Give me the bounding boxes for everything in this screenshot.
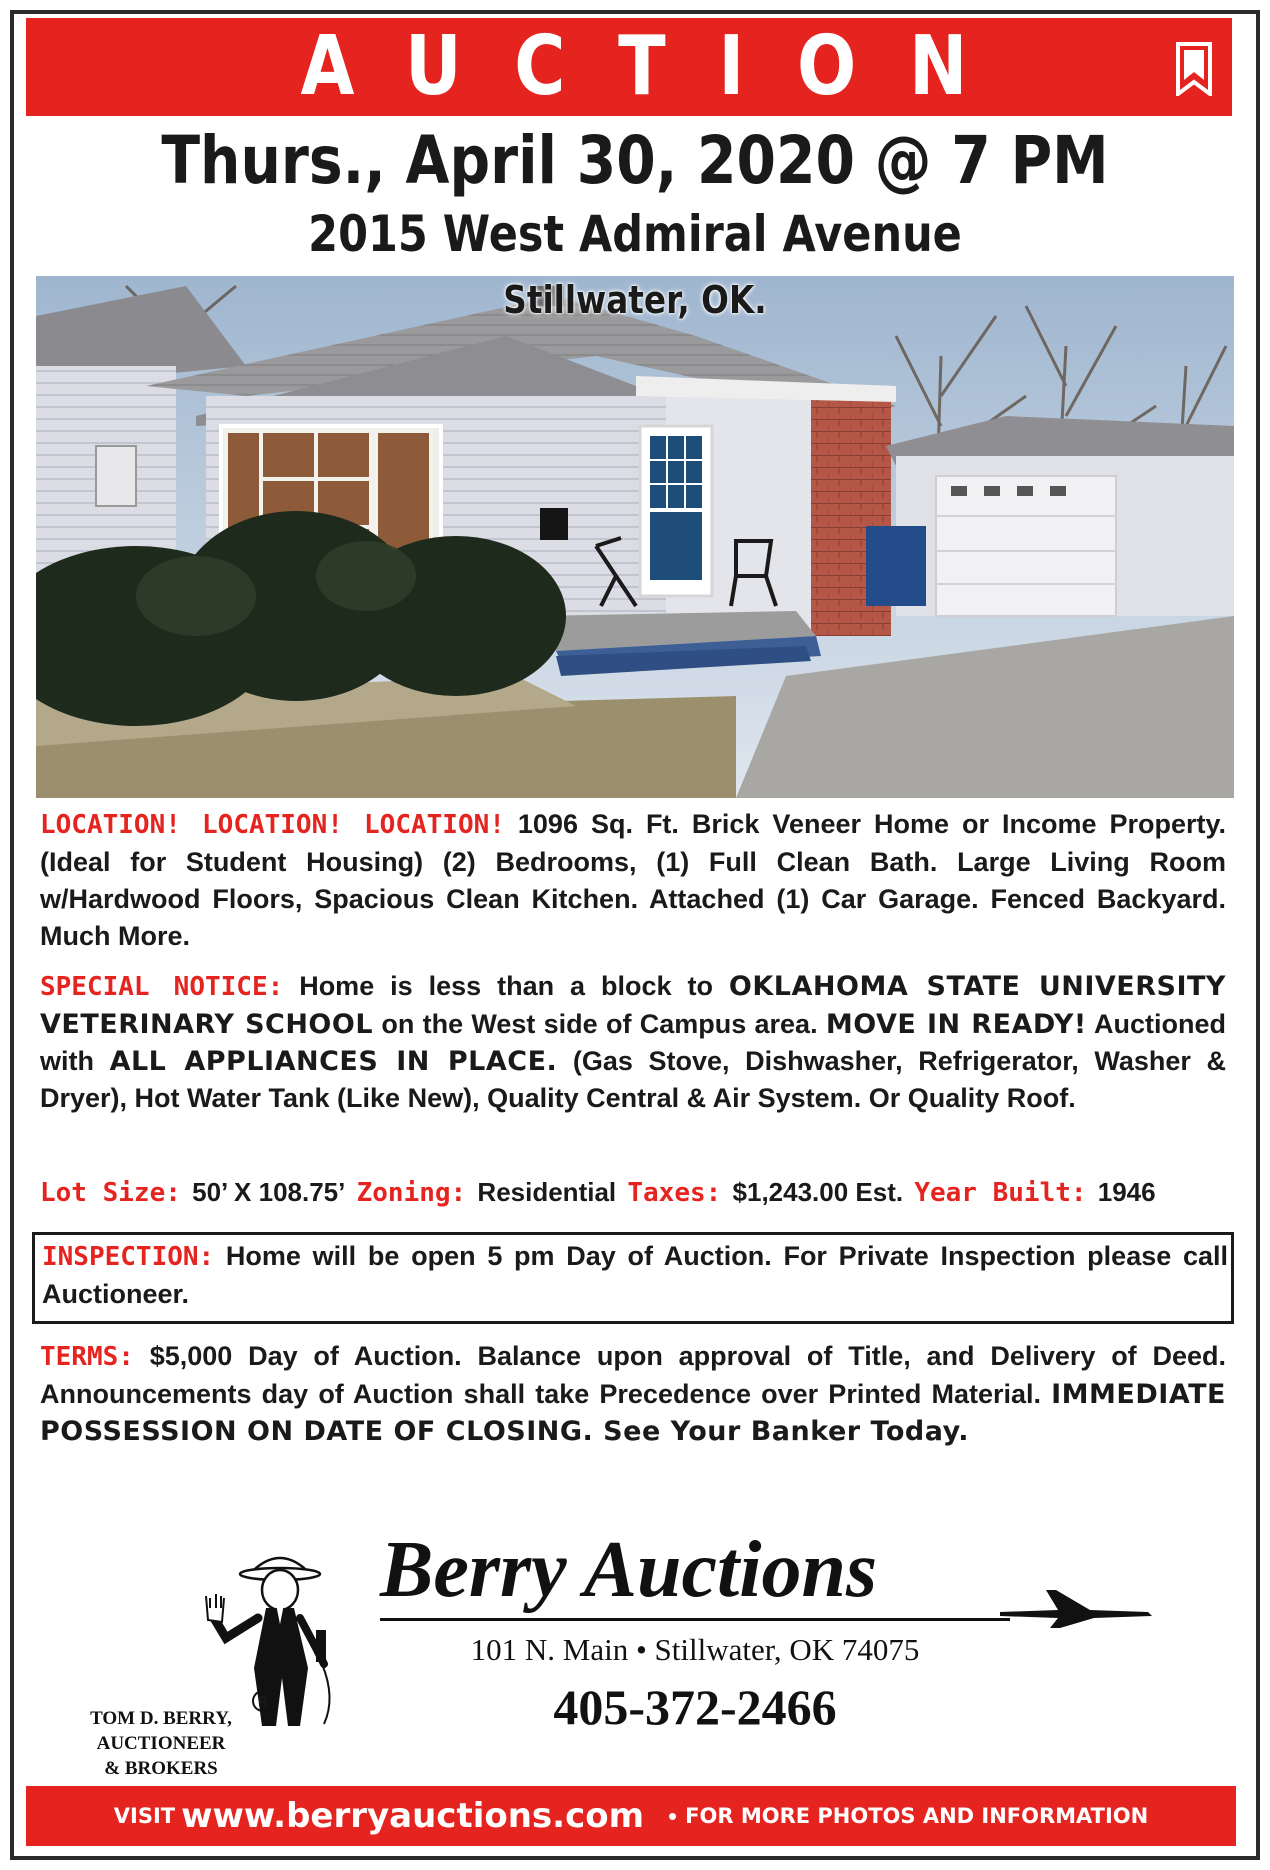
auctioneer-figure-icon [196,1548,364,1728]
property-street: 2015 West Admiral Avenue [308,205,962,263]
auction-date-time: Thurs., April 30, 2020 @ 7 PM [161,122,1109,199]
lot-size-label: Lot Size: [40,1178,181,1208]
credit-line-1: TOM D. BERRY, [90,1708,232,1729]
company-name: Berry Auctions [380,1526,878,1614]
registered-mark: R [252,1690,274,1712]
zoning-label: Zoning: [356,1178,467,1208]
taxes-value: $1,243.00 Est. [732,1177,904,1207]
special-notice-text: Auctioned with [40,1009,1227,1076]
website-link[interactable]: www.berryauctions.com [181,1796,645,1836]
footer-visit: VISIT [113,1804,176,1828]
company-phone[interactable]: 405-372-2466 [553,1679,837,1735]
auction-banner [26,18,1232,116]
possession-highlight: IMMEDIATE POSSESSION ON DATE OF CLOSING. [40,1379,1226,1447]
location-text: 1096 Sq. Ft. Brick Veneer Home or Income Property. (Ideal for Student Housing) (2) Bedrooms, (1) Full Clean Bath. Large Living Room w/Hardwood Floors, Spacious Clean Kitchen. Attached (1) Car Garage. Fenced Backyard. Much More. [40,809,1226,951]
jet-icon [998,1584,1154,1630]
move-in-ready-highlight: MOVE IN READY! [825,1009,1087,1040]
credit-line-2: AUCTIONEER [96,1733,226,1754]
footer-bullet: • [668,1800,678,1831]
terms-paragraph [40,1338,1226,1450]
terms-tail: See Your Banker Today. [593,1416,969,1447]
year-built-value: 1946 [1097,1177,1156,1207]
special-notice-text: on the West side of Campus area. [373,1009,826,1039]
house-photo-illustration [36,276,1234,798]
lot-size-value: 50’ X 108.75’ [192,1177,346,1207]
special-notice-label: SPECIAL NOTICE: [40,972,284,1002]
inspection-text: Home will be open 5 pm Day of Auction. For Private Inspection please call Auctioneer. [42,1241,1228,1309]
location-label: LOCATION! LOCATION! LOCATION! [40,810,505,840]
location-paragraph [40,806,1226,955]
footer-bar [26,1786,1236,1846]
property-facts-row [40,1172,1226,1212]
year-built-label: Year Built: [914,1178,1087,1208]
osu-vet-school-highlight: OKLAHOMA STATE UNIVERSITY VETERINARY SCHOOL [40,971,1226,1040]
zoning-value: Residential [477,1177,617,1207]
taxes-label: Taxes: [627,1178,722,1208]
special-notice-text: (Gas Stove, Dishwasher, Refrigerator, Washer & Dryer), Hot Water Tank (Like New), Quality Central & Air System. Or Quality Roof. [40,1046,1226,1113]
property-city: Stillwater, OK. [503,278,767,322]
auctioneer-credit [56,1706,266,1781]
special-notice-text: Home is less than a block to [283,971,729,1001]
terms-text: $5,000 Day of Auction. Balance upon approval of Title, and Delivery of Deed. Announcements day of Auction shall take Precedence over Printed Material. [40,1341,1226,1409]
inspection-label: INSPECTION: [42,1242,215,1272]
terms-label: TERMS: [40,1342,134,1372]
footer-more-info: FOR MORE PHOTOS AND INFORMATION [685,1804,1149,1828]
property-photo [36,276,1234,798]
credit-line-3: & BROKERS [104,1758,218,1779]
company-address: 101 N. Main • Stillwater, OK 74075 [470,1632,920,1667]
bookmark-icon[interactable] [1174,42,1214,96]
brand-underline [380,1618,1010,1621]
inspection-paragraph [42,1238,1228,1313]
appliances-highlight: ALL APPLIANCES IN PLACE. [109,1046,558,1077]
special-notice-paragraph [40,968,1226,1117]
banner-title: AUCTION [300,19,1020,114]
